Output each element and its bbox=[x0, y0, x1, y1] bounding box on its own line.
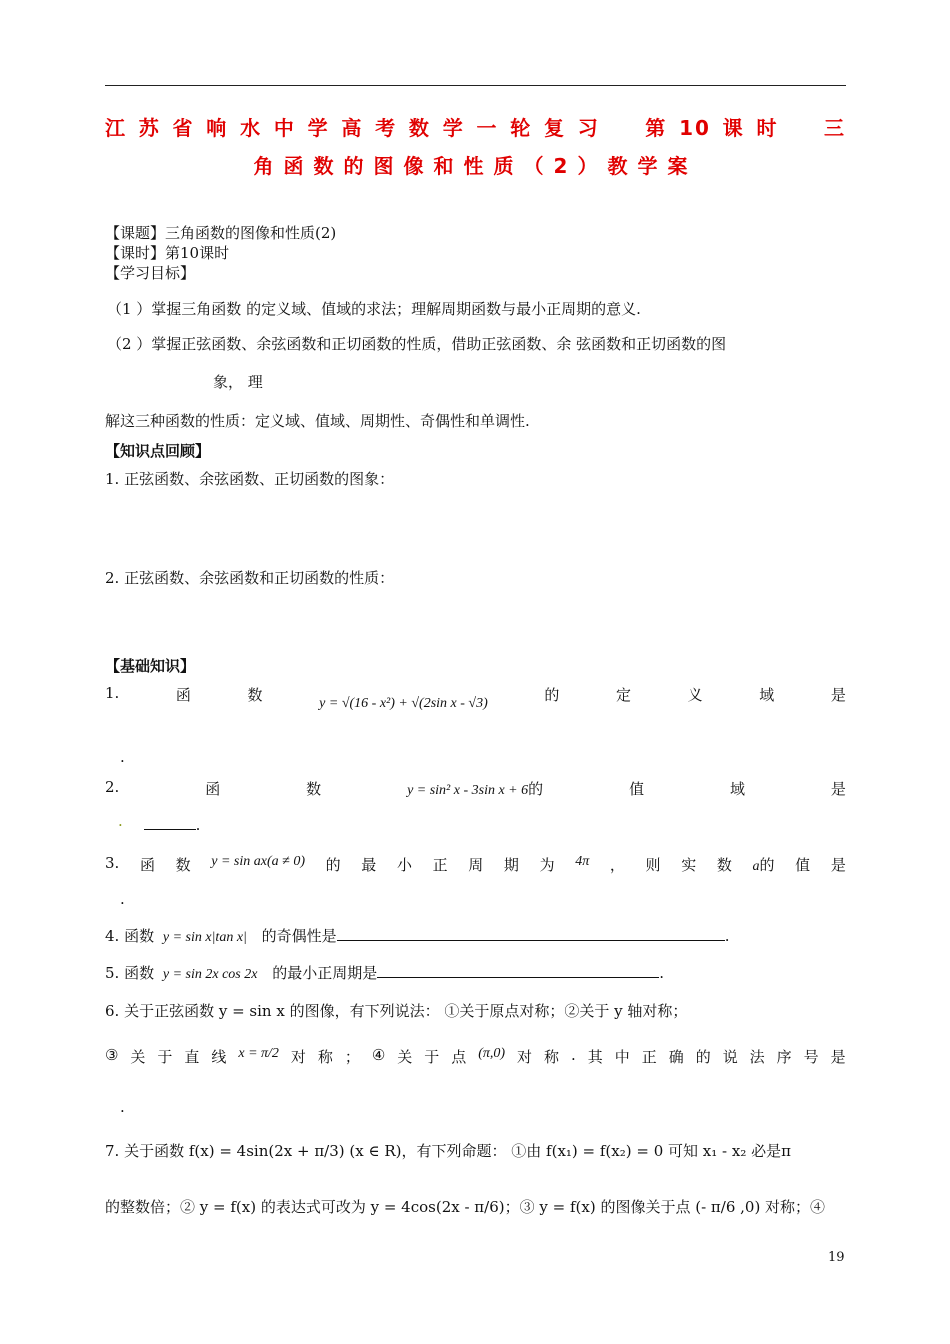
goal-3: 解这三种函数的性质：定义域、值域、周期性、奇偶性和单调性. bbox=[105, 412, 530, 430]
question-3 bbox=[105, 854, 846, 875]
q6-word: . bbox=[571, 1046, 576, 1064]
question-6-line-1: 6. 关于正弦函数 y = sin x 的图像，有下列说法： ①关于原点对称；②关于 y 轴对称； bbox=[105, 1002, 688, 1020]
q3-word: 4π bbox=[575, 854, 590, 869]
q3-word: 实 bbox=[681, 856, 697, 874]
q6-word: 点 bbox=[451, 1048, 467, 1066]
q4-suffix: 的奇偶性是 bbox=[261, 927, 337, 945]
q1-word: 定 bbox=[616, 686, 632, 704]
q2-word: 的 bbox=[528, 780, 544, 798]
review-item-1: 1. 正弦函数、余弦函数、正切函数的图象： bbox=[105, 470, 395, 488]
q3-formula: y = sin ax(a ≠ 0) bbox=[211, 854, 305, 869]
q6-word: 确 bbox=[668, 1048, 684, 1066]
q3-word: 为 bbox=[539, 856, 555, 874]
q5-end: . bbox=[659, 964, 665, 982]
q2-answer-line bbox=[118, 815, 200, 834]
green-mark: · bbox=[118, 816, 123, 834]
q6-word: ③ bbox=[105, 1046, 119, 1064]
doc-title-line2: 角函数的图像和性质（2）教学案 bbox=[253, 154, 698, 178]
q1-tail: . bbox=[120, 748, 125, 766]
q6-word: 序 bbox=[776, 1048, 792, 1066]
q2-word: 值 bbox=[629, 780, 645, 798]
q2-word: 函 bbox=[205, 780, 221, 798]
review-heading: 【知识点回顾】 bbox=[105, 442, 211, 460]
q6-word: 法 bbox=[749, 1048, 765, 1066]
q3-word: 数 bbox=[716, 856, 732, 874]
q1-word: 的 bbox=[544, 686, 560, 704]
q3-word: 的 bbox=[325, 856, 341, 874]
q6-word: 对 bbox=[517, 1048, 533, 1066]
q6-word: ； bbox=[344, 1048, 360, 1066]
q6-word: 说 bbox=[722, 1048, 738, 1066]
basics-heading: 【基础知识】 bbox=[105, 657, 196, 675]
q6-word: 直 bbox=[184, 1048, 200, 1066]
page-number: 19 bbox=[828, 1250, 845, 1265]
q4-end: . bbox=[724, 927, 730, 945]
q3-word: ， bbox=[609, 856, 625, 874]
q3-word: 最 bbox=[361, 856, 377, 874]
q2-word: 数 bbox=[306, 780, 322, 798]
q3-word: 期 bbox=[503, 856, 519, 874]
q5-suffix: 的最小正周期是 bbox=[272, 964, 378, 982]
q6-word: 的 bbox=[695, 1048, 711, 1066]
goals-heading: 【学习目标】 bbox=[105, 264, 196, 282]
q6-tail: . bbox=[120, 1098, 125, 1116]
q1-word: 1. bbox=[105, 684, 120, 702]
q5-answer-blank[interactable] bbox=[377, 963, 659, 978]
q3-word: 3. bbox=[105, 854, 120, 872]
goal-1: （1 ）掌握三角函数 的定义域、值域的求法；理解周期函数与最小正周期的意义. bbox=[107, 300, 641, 318]
q2-tail: . bbox=[195, 816, 201, 834]
q3-word: a bbox=[752, 859, 760, 874]
q6-word: 是 bbox=[830, 1048, 846, 1066]
q1-word: 义 bbox=[687, 686, 703, 704]
q3-word: 的 bbox=[759, 856, 775, 874]
q6-word: 号 bbox=[803, 1048, 819, 1066]
period-line: 【课时】第10课时 bbox=[105, 244, 230, 262]
q1-word: 函 bbox=[175, 686, 191, 704]
q6-word: 关 bbox=[397, 1048, 413, 1066]
q3-tail: . bbox=[120, 890, 125, 908]
q3-word: 小 bbox=[396, 856, 412, 874]
q1-word: 是 bbox=[830, 686, 846, 704]
q5-formula: y = sin 2x cos 2x bbox=[162, 967, 258, 982]
q6-word: 于 bbox=[424, 1048, 440, 1066]
question-6-line-2 bbox=[105, 1046, 846, 1067]
q6-word: 称 bbox=[317, 1048, 333, 1066]
q2-word: 域 bbox=[729, 780, 745, 798]
q6-word: 关 bbox=[130, 1048, 146, 1066]
q3-word: 正 bbox=[432, 856, 448, 874]
q6-word: 对 bbox=[290, 1048, 306, 1066]
review-item-2: 2. 正弦函数、余弦函数和正切函数的性质： bbox=[105, 569, 395, 587]
question-7-line-2: 的整数倍；② y = f(x) 的表达式可改为 y = 4cos(2x - π/6)；③ y = f(x) 的图像关于点 (- π/6 ,0) 对称；④ bbox=[105, 1198, 826, 1216]
q4-answer-blank[interactable] bbox=[337, 926, 725, 941]
q6-word: 其 bbox=[587, 1048, 603, 1066]
q1-word: 域 bbox=[759, 686, 775, 704]
q6-formula-point: (π,0) bbox=[478, 1046, 506, 1061]
q3-word: 周 bbox=[468, 856, 484, 874]
doc-title-line1: 江苏省响水中学高考数学一轮复习 第10课时 三 bbox=[105, 116, 846, 140]
q6-formula-line: x = π/2 bbox=[238, 1046, 279, 1061]
question-1 bbox=[105, 684, 846, 711]
q6-word: 正 bbox=[641, 1048, 657, 1066]
q3-word: 值 bbox=[795, 856, 811, 874]
question-5 bbox=[105, 962, 664, 983]
q6-word: 称 bbox=[544, 1048, 560, 1066]
question-7-line-1: 7. 关于函数 f(x) = 4sin(2x + π/3) (x ∈ R)，有下列命题： ①由 f(x₁) = f(x₂) = 0 可知 x₁ - x₂ 必是π bbox=[105, 1142, 791, 1160]
q3-word: 函 bbox=[139, 856, 155, 874]
q4-prefix: 4. 函数 bbox=[105, 927, 155, 945]
q3-word: 数 bbox=[175, 856, 191, 874]
question-2 bbox=[105, 778, 846, 799]
q3-word: 是 bbox=[830, 856, 846, 874]
goal-2: （2 ）掌握正弦函数、余弦函数和正切函数的性质，借助正弦函数、余 弦函数和正切函数的图 bbox=[107, 335, 727, 353]
q6-word: 线 bbox=[211, 1048, 227, 1066]
q2-word: 2. bbox=[105, 778, 120, 796]
question-4 bbox=[105, 925, 729, 946]
topic-line: 【课题】三角函数的图像和性质(2) bbox=[105, 224, 337, 242]
q6-word: 于 bbox=[157, 1048, 173, 1066]
q6-word: 中 bbox=[614, 1048, 630, 1066]
goal-2-continued: 象， 理 bbox=[213, 373, 263, 391]
q6-word: ④ bbox=[371, 1046, 386, 1064]
q2-answer-blank[interactable] bbox=[144, 815, 196, 830]
q2-word: 是 bbox=[830, 780, 846, 798]
q4-formula: y = sin x|tan x| bbox=[162, 930, 247, 945]
q1-formula: y = √(16 - x²) + √(2sin x - √3) bbox=[319, 696, 488, 711]
header-rule bbox=[105, 85, 846, 86]
q3-word: 则 bbox=[645, 856, 661, 874]
q1-word: 数 bbox=[247, 686, 263, 704]
q5-prefix: 5. 函数 bbox=[105, 964, 155, 982]
q2-formula: y = sin² x - 3sin x + 6 bbox=[407, 783, 529, 798]
